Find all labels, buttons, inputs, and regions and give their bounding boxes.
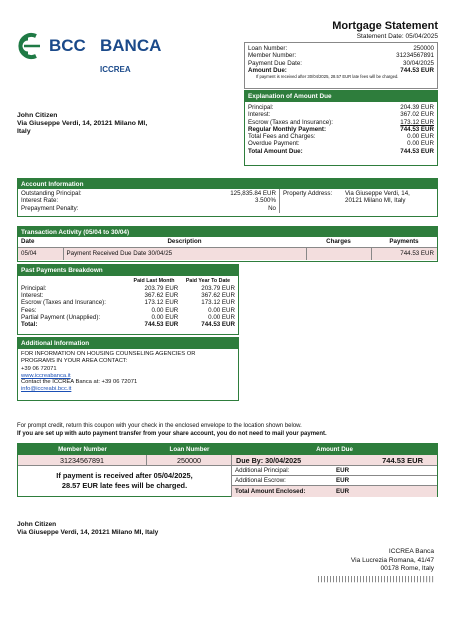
col-header-date: Date: [21, 238, 35, 246]
additional-info-box: [17, 337, 239, 401]
coupon-line-additional-escrow: Additional Escrow: EUR: [232, 476, 437, 486]
explanation-row: Regular Monthly Payment: 744.53 EUR: [248, 125, 434, 133]
table-row: 05/04 Payment Received Due Date 30/04/25 744.53 EUR: [18, 247, 437, 260]
payment-coupon: [17, 443, 438, 497]
property-address-value: Via Giuseppe Verdi, 14, 20121 Milano MI, Italy: [345, 190, 410, 205]
return-address-line: Via Giuseppe Verdi, 14, 20121 Milano MI, Italy: [17, 529, 159, 536]
counseling-line2: PROGRAMS IN YOUR AREA CONTACT:: [21, 357, 128, 364]
bank-name: ICCREA Banca: [388, 548, 434, 555]
past-row: Escrow (Taxes and Insurance): 173.12 EUR 173.12 EUR: [21, 299, 235, 307]
summary-row: Payment Due Date: 30/04/2025: [248, 59, 434, 67]
summary-row: Member Number: 31234567891: [248, 52, 434, 60]
transaction-title: Transaction Activity (05/04 to 30/04): [18, 227, 437, 237]
coupon-instruction: For prompt credit, return this coupon with your check in the enclosed envelope to the location shown below.: [17, 423, 302, 429]
explanation-row-total: Total Amount Due: 744.53 EUR: [248, 147, 434, 155]
coupon-header-member: Member Number: [58, 446, 107, 453]
account-row: Outstanding Principal: 125,835.84 EUR: [21, 190, 276, 197]
recipient-name: John Citizen: [17, 112, 58, 119]
coupon-header-amount: Amount Due: [316, 446, 353, 453]
coupon-line-additional-principal: Additional Principal: EUR: [232, 466, 437, 476]
explanation-box: [244, 90, 438, 166]
account-row: Prepayment Penalty: No: [21, 204, 276, 212]
explanation-row: Overdue Payment: 0.00 EUR: [248, 140, 434, 148]
contact-line: Contact the ICCREA Banca at: +39 06 72071: [21, 379, 138, 386]
bank-address-line2: 00178 Rome, Italy: [380, 565, 434, 573]
account-info-box: [17, 178, 438, 217]
postal-barcode: |||||||||||||||||||||||||||||||||||||||: [316, 576, 434, 583]
return-address: [17, 521, 158, 537]
col-header-last-month: Paid Last Month: [133, 277, 175, 284]
statement-date: Statement Date: 05/04/2025: [356, 33, 438, 40]
explanation-row: Total Fees and Charges: 0.00 EUR: [248, 133, 434, 141]
past-row: Fees: 0.00 EUR 0.00 EUR: [21, 306, 235, 314]
transaction-table: [18, 237, 437, 260]
return-name: John Citizen: [17, 521, 57, 528]
explanation-title: Explanation of Amount Due: [245, 91, 437, 102]
brand-sub: ICCREA: [100, 65, 131, 74]
counseling-phone: +39 06 72071: [21, 366, 57, 373]
recipient-address-line1: Via Giuseppe Verdi, 14, 20121 Milano MI,: [17, 120, 148, 127]
bank-logo: [14, 28, 174, 80]
coupon-late-fee-notice: If payment is received after 05/04/2025, 28.57 EUR late fees will be charged.: [18, 466, 232, 497]
brand-name-bcc: BCC: [49, 36, 86, 55]
past-payments-title: Past Payments Breakdown: [18, 265, 238, 276]
explanation-row: Escrow (Taxes and Insurance): 173.12 EUR: [248, 118, 434, 126]
counseling-line1: FOR INFORMATION ON HOUSING COUNSELING AGENCIES OR: [21, 351, 196, 357]
transaction-activity-box: [17, 226, 438, 262]
bank-address-line1: Via Lucrezia Romana, 41/47: [350, 556, 434, 564]
explanation-row: Principal: 204.39 EUR: [248, 104, 434, 111]
coupon-due-amount: 744.53 EUR: [382, 455, 423, 465]
account-row: Interest Rate: 3.500%: [21, 197, 276, 205]
coupon-member-number: 31234567891: [18, 455, 147, 465]
summary-late-note: If payment is received after 30/04/2025, 28.57 EUR late fees will be charged.: [256, 74, 399, 80]
past-row: Principal: 203.79 EUR 203.79 EUR: [21, 285, 235, 292]
col-header-ytd: Paid Year To Date: [185, 277, 231, 284]
col-header-charges: Charges: [326, 238, 351, 246]
past-row: Interest: 367.62 EUR 367.62 EUR: [21, 292, 235, 300]
past-payments-box: [17, 264, 239, 335]
summary-box: [244, 42, 438, 89]
recipient-address: [17, 112, 147, 136]
logo-mark-icon: [14, 30, 46, 62]
coupon-line-total-enclosed: Total Amount Enclosed: EUR: [232, 486, 437, 497]
col-header-payments: Payments: [389, 238, 419, 246]
additional-info-title: Additional Information: [18, 338, 238, 349]
col-header-description: Description: [167, 238, 202, 246]
account-info-title: Account Information: [18, 179, 437, 189]
coupon-header-loan: Loan Number: [169, 446, 210, 453]
summary-row: Loan Number: 250000: [248, 45, 434, 52]
recipient-address-line2: Italy: [17, 128, 31, 135]
coupon-autopay-note: If you are set up with auto payment transfer from your share account, you do not need to mail your payment.: [17, 431, 327, 437]
past-row: Partial Payment (Unapplied): 0.00 EUR 0.00 EUR: [21, 313, 235, 321]
property-address-label: Property Address:: [283, 190, 333, 197]
coupon-due-by: Due By: 30/04/2025: [236, 455, 302, 465]
page-title: Mortgage Statement: [332, 20, 438, 32]
past-row-total: Total: 744.53 EUR 744.53 EUR: [21, 321, 235, 329]
coupon-loan-number: 250000: [147, 455, 232, 465]
brand-name-banca: BANCA: [100, 36, 162, 55]
summary-row-amount-due: Amount Due: 744.53 EUR: [248, 66, 434, 74]
website-link[interactable]: www.iccreabanca.it: [21, 372, 71, 379]
email-link[interactable]: info@iccreabi.bcc.it: [21, 385, 72, 392]
bank-mailing-address: [351, 548, 434, 574]
explanation-row: Interest: 367.02 EUR: [248, 111, 434, 119]
